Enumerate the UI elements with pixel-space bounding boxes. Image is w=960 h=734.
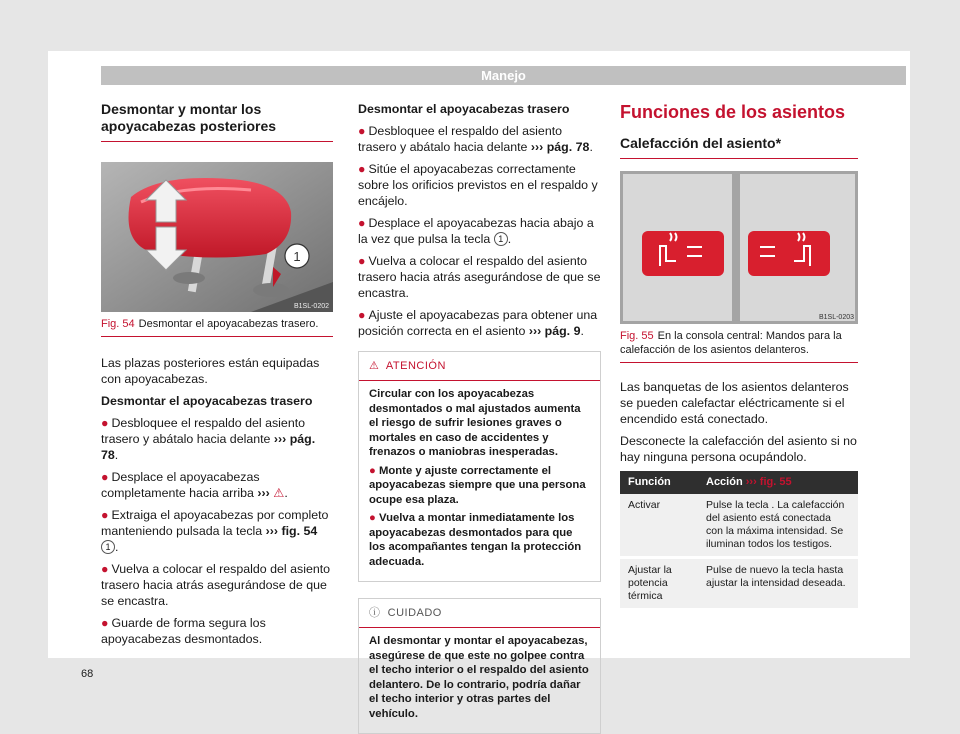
intro-paragraph: Las plazas posteriores están equipadas con apoyacabezas. <box>101 356 320 386</box>
warning-reference-link[interactable]: ››› <box>257 486 270 500</box>
procedure-heading: Desmontar el apoyacabezas trasero <box>358 102 570 116</box>
figure-54-image <box>101 162 333 312</box>
warning-triangle-icon: ⚠ <box>273 486 285 500</box>
section-title: Desmontar y montar los apoyacabezas posteriores <box>101 101 333 142</box>
figure-code: B1SL-0203 <box>818 314 854 321</box>
figure-reference-link[interactable]: ››› fig. 54 <box>265 524 318 538</box>
figure-code: B1SL-0202 <box>293 303 329 310</box>
bullet-item: ● Ajuste el apoyacabezas para obtener una posición correcta en el asiento ››› pág. 9. <box>358 308 598 338</box>
caution-header <box>359 599 600 628</box>
seat-heating-controls-illustration <box>620 171 858 324</box>
table-cell: Activar <box>620 494 698 558</box>
function-table <box>620 471 858 611</box>
warning-label: ATENCIÓN <box>385 360 446 372</box>
section-title: Calefacción del asiento* <box>620 135 858 159</box>
warning-box <box>358 351 601 582</box>
bullet-item: ● Desplace el apoyacabezas completamente hacia arriba ››› ⚠. <box>101 470 288 500</box>
chapter-title: Funciones de los asientos <box>620 102 846 122</box>
table-row <box>620 494 858 558</box>
figure-callout-number: 1 <box>293 249 301 264</box>
table-cell: Pulse de nuevo la tecla hasta ajustar la intensidad deseada. <box>698 558 858 610</box>
table-row <box>620 558 858 610</box>
table-cell: Ajustar la potencia térmica <box>620 558 698 610</box>
table-cell: Pulse la tecla . La calefacción del asiento está conectada con la máxima intensidad. Se iluminan todos los testigos. <box>698 494 858 558</box>
bullet-item: ● Guarde de forma segura los apoyacabezas desmontados. <box>101 616 266 646</box>
figure-number: Fig. 54 <box>101 318 135 330</box>
bullet-item: ● Vuelva a colocar el respaldo del asiento trasero hacia atrás asegurándose de que se encastra. <box>101 562 331 608</box>
figure-54-caption <box>101 317 333 337</box>
figure-number: Fig. 55 <box>620 330 654 342</box>
table-header-function: Función <box>620 471 698 494</box>
section-header: Manejo <box>101 66 906 85</box>
figure-reference-link[interactable]: ››› fig. 55 <box>745 476 792 488</box>
page-reference-link[interactable]: ››› pág. 78 <box>530 140 590 154</box>
column-right <box>620 101 858 611</box>
procedure-heading: Desmontar el apoyacabezas trasero <box>101 394 313 408</box>
info-circle-icon: ⓘ <box>369 607 381 619</box>
body-paragraph: Las banquetas de los asientos delanteros se pueden calefactar eléctricamente si el encendido está conectado. <box>620 380 849 426</box>
headrest-illustration <box>101 162 333 312</box>
manual-page <box>48 51 910 720</box>
body-paragraph: Desconecte la calefacción del asiento si no hay ninguna persona ocupándolo. <box>620 434 857 464</box>
key-callout: 1 <box>494 232 508 246</box>
caution-text: Al desmontar y montar el apoyacabezas, asegúrese de que este no golpee contra el techo interior o el respaldo del asiento delantero. De lo contrario, podría dañar el techo interior y otras partes del vehículo. <box>369 635 589 720</box>
figure-55-caption <box>620 329 858 363</box>
bullet-item: ● Vuelva a colocar el respaldo del asiento trasero hacia atrás asegurándose de que se encastra. <box>358 254 601 300</box>
bullet-item: ● Desplace el apoyacabezas hacia abajo a la vez que pulsa la tecla 1 . <box>358 216 594 246</box>
figure-caption-text: En la consola central: Mandos para la calefacción de los asientos delanteros. <box>620 330 842 356</box>
key-callout: 1 <box>101 540 115 554</box>
caution-body <box>359 628 600 733</box>
table-header-action: Acción ››› fig. 55 <box>698 471 858 494</box>
warning-bullet: ● Monte y ajuste correctamente el apoyacabezas siempre que una persona ocupe esa plaza. <box>369 464 586 506</box>
bullet-item: ● Sitúe el apoyacabezas correctamente sobre los orificios previstos en el respaldo y encájelo. <box>358 162 598 208</box>
figure-caption-text: Desmontar el apoyacabezas trasero. <box>138 318 319 330</box>
warning-body <box>359 381 600 581</box>
warning-text: Circular con los apoyacabezas desmontados o mal ajustados aumenta el riesgo de sufrir lesiones graves o mortales en caso de accidentes y frenazos o maniobras inesperadas. <box>369 388 581 458</box>
page-number: 68 <box>81 668 94 680</box>
bullet-item: ● Desbloquee el respaldo del asiento trasero y abátalo hacia delante ››› pág. 78. <box>101 416 316 462</box>
caution-label: CUIDADO <box>387 607 442 619</box>
warning-header <box>359 352 600 381</box>
page-reference-link[interactable]: ››› pág. 78 <box>101 432 316 462</box>
warning-bullet: ● Vuelva a montar inmediatamente los apoyacabezas desmontados para que los acompañantes tengan la protección adecuada. <box>369 512 582 568</box>
column-left <box>101 101 333 653</box>
caution-box <box>358 598 601 734</box>
page-reference-link[interactable]: ››› pág. 9 <box>528 324 581 338</box>
figure-55-image <box>620 171 858 324</box>
warning-triangle-icon: ⚠ <box>369 360 380 372</box>
bullet-item: ● Desbloquee el respaldo del asiento trasero y abátalo hacia delante ››› pág. 78. <box>358 124 593 154</box>
column-middle <box>358 101 601 734</box>
bullet-item: ● Extraiga el apoyacabezas por completo manteniendo pulsada la tecla ››› fig. 54 1 . <box>101 508 329 554</box>
